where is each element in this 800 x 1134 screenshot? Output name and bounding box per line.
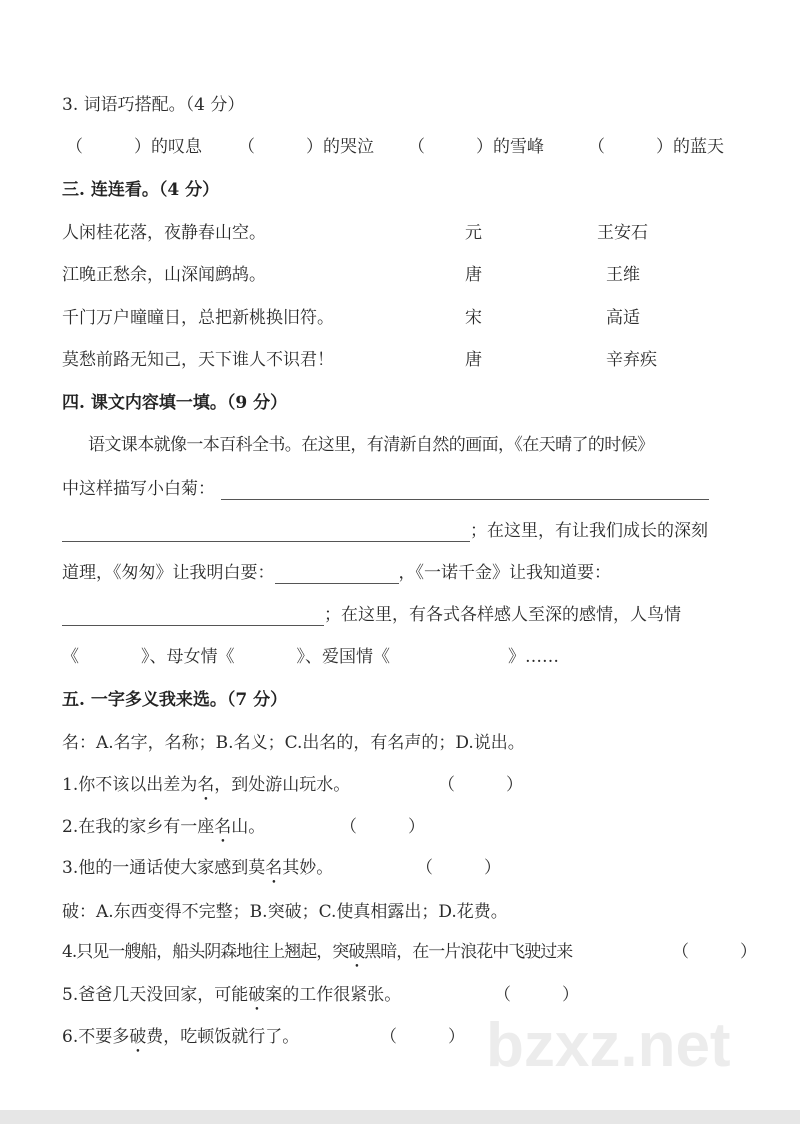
q3-title: 3. 词语巧搭配。（4 分） xyxy=(62,95,245,115)
poet: 辛弃疾 xyxy=(606,350,657,370)
verse: 江晚正愁余，山深闻鹧鸪。 xyxy=(62,265,266,285)
dynasty: 唐 xyxy=(465,350,482,370)
section-4-title: 四. 课文内容填一填。（9 分） xyxy=(62,393,288,413)
answer-blank[interactable]: （ ） xyxy=(66,137,151,157)
verse: 人闲桂花落，夜静春山空。 xyxy=(62,223,266,243)
answer-blank[interactable]: （ ） xyxy=(494,985,579,1005)
text: 中这样描写小白菊： xyxy=(62,479,215,499)
emphasized-character: 名 xyxy=(197,775,215,795)
text: ；在这里，有各式各样感人至深的感情，人鸟情 xyxy=(324,605,681,625)
text: 1.你不该以出差为 xyxy=(62,775,198,795)
q3-item-text: 的蓝天 xyxy=(673,137,724,157)
text: ，《一诺千金》让我知道要： xyxy=(398,563,611,583)
q3-item xyxy=(408,136,544,158)
dynasty: 元 xyxy=(465,223,482,243)
paragraph-line xyxy=(62,646,559,668)
text: 《 xyxy=(62,647,79,667)
watermark: bzxz.net xyxy=(486,1011,731,1080)
text: 黑暗，在一片浪花中飞驶过来 xyxy=(364,942,573,962)
paragraph-line: 语文课本就像一本百科全书。在这里，有清新自然的画面，《在天晴了的时候》 xyxy=(88,435,654,455)
dynasty: 唐 xyxy=(465,265,482,285)
text: 5.爸爸几天没回家，可能 xyxy=(62,985,249,1005)
text: 》、母女情《 xyxy=(141,647,235,667)
paragraph-line xyxy=(62,604,681,626)
text: 费，吃顿饭就行了。 xyxy=(146,1027,300,1047)
page-bottom-edge xyxy=(0,1110,800,1124)
question-item xyxy=(62,774,350,805)
emphasized-character: 破 xyxy=(348,942,365,962)
verse: 千门万户曈曈日，总把新桃换旧符。 xyxy=(62,308,334,328)
verse: 莫愁前路无知己，天下谁人不识君！ xyxy=(62,350,334,370)
answer-blank[interactable]: （ ） xyxy=(340,817,425,837)
q3-item xyxy=(66,136,202,158)
answer-blank[interactable]: （ ） xyxy=(438,775,523,795)
paragraph-line xyxy=(62,562,611,584)
text: 3.他的一通话使大家感到莫 xyxy=(62,858,266,878)
fill-blank[interactable] xyxy=(221,481,709,500)
text: 道理，《匆匆》让我明白要： xyxy=(62,563,275,583)
q3-item-text: 的雪峰 xyxy=(493,137,544,157)
q3-item-text: 的哭泣 xyxy=(323,137,374,157)
section-5-title: 五. 一字多义我来选。（7 分） xyxy=(62,690,288,710)
answer-blank[interactable]: （ ） xyxy=(238,137,323,157)
section-3-title: 三. 连连看。（4 分） xyxy=(62,180,220,200)
fill-blank[interactable] xyxy=(62,523,470,542)
fill-blank[interactable] xyxy=(62,607,324,626)
text: 2.在我的家乡有一座 xyxy=(62,817,215,837)
poet: 高适 xyxy=(606,308,640,328)
text: 山。 xyxy=(231,817,266,837)
paragraph-line xyxy=(62,520,708,542)
poet: 王安石 xyxy=(597,223,648,243)
text: 6.不要多 xyxy=(62,1027,130,1047)
question-item xyxy=(62,857,333,888)
q3-item xyxy=(588,136,724,158)
q3-item-text: 的叹息 xyxy=(151,137,202,157)
definition: 破：A.东西变得不完整；B.突破；C.使真相露出；D.花费。 xyxy=(62,902,508,922)
text: 》…… xyxy=(508,647,559,667)
text: ，到处游山玩水。 xyxy=(214,775,351,795)
question-item xyxy=(62,941,572,972)
emphasized-character: 名 xyxy=(265,858,283,878)
poet: 王维 xyxy=(606,265,640,285)
emphasized-character: 名 xyxy=(214,817,232,837)
text: 案的工作很紧张。 xyxy=(265,985,402,1005)
q3-item xyxy=(238,136,374,158)
answer-blank[interactable]: （ ） xyxy=(672,942,757,962)
answer-blank[interactable]: （ ） xyxy=(408,137,493,157)
answer-blank[interactable]: （ ） xyxy=(416,858,501,878)
question-item xyxy=(62,984,401,1015)
emphasized-character: 破 xyxy=(248,985,266,1005)
emphasized-character: 破 xyxy=(129,1027,147,1047)
answer-blank[interactable]: （ ） xyxy=(588,137,673,157)
text: 》、爱国情《 xyxy=(296,647,390,667)
text: 4.只见一艘船，船头阴森地往上翘起，突 xyxy=(62,942,349,962)
question-item xyxy=(62,1026,299,1057)
text: ；在这里，有让我们成长的深刻 xyxy=(470,521,708,541)
definition: 名：A.名字，名称；B.名义；C.出名的，有名声的；D.说出。 xyxy=(62,733,525,753)
text: 其妙。 xyxy=(282,858,334,878)
fill-blank[interactable] xyxy=(275,565,399,584)
answer-blank[interactable]: （ ） xyxy=(380,1027,465,1047)
dynasty: 宋 xyxy=(465,308,482,328)
question-item xyxy=(62,816,265,847)
paragraph-line xyxy=(62,478,709,500)
